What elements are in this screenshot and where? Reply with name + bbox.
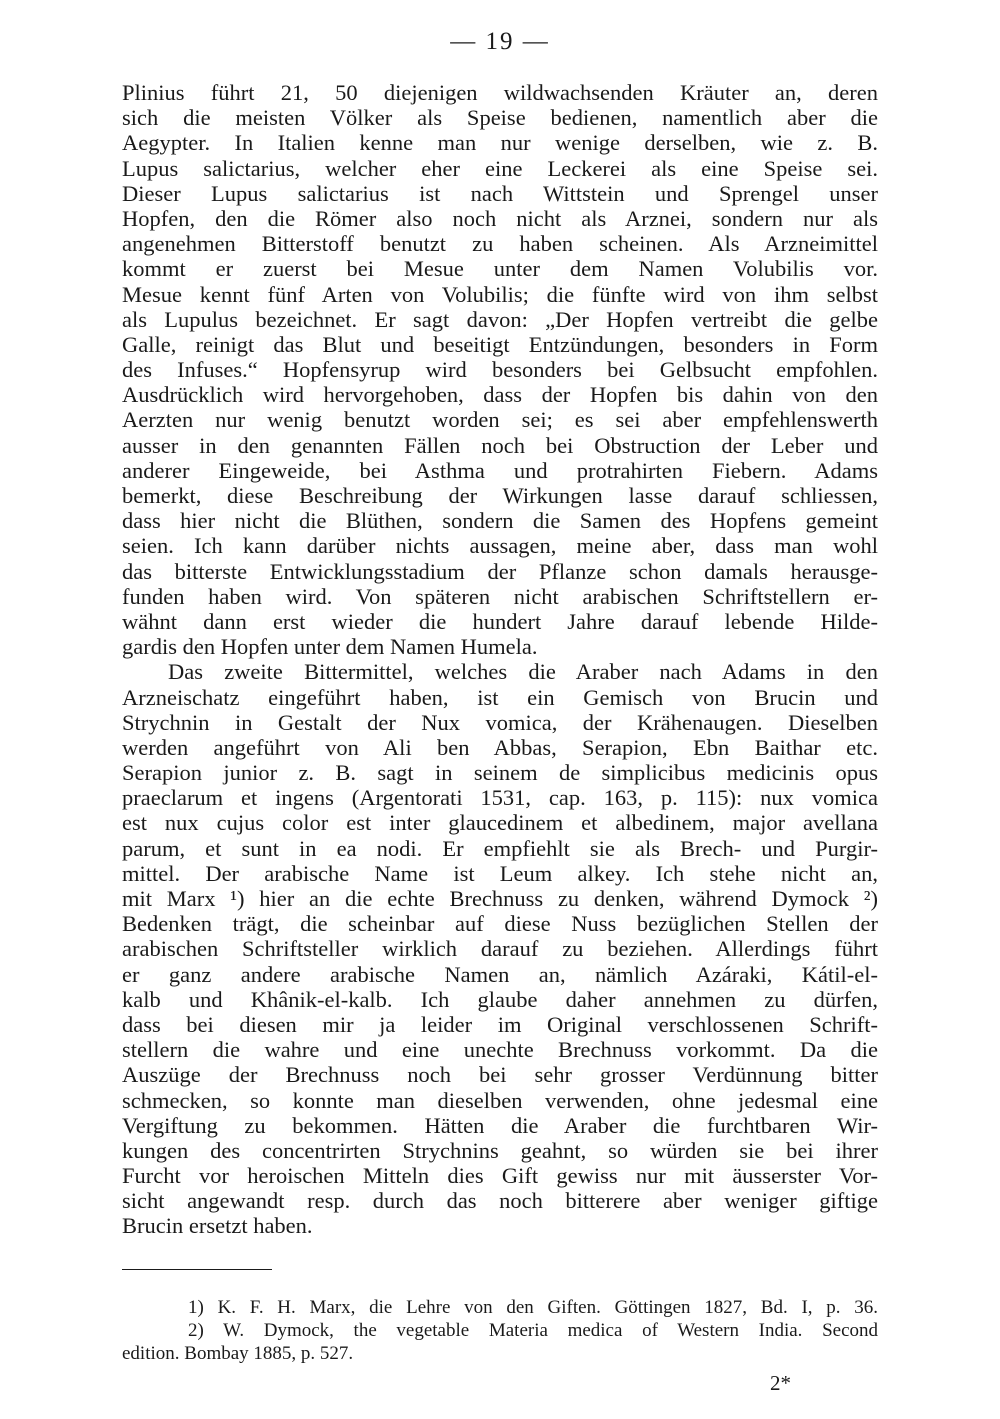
footnotes (122, 1296, 878, 1365)
footnote-2: 2) W. Dymock, the vegetable Materia medica of Western India. Second (188, 1320, 878, 1341)
text-line: seien. Ich kann darüber nichts aussagen, meine aber, dass man wohl (122, 533, 878, 559)
text-line: parum, et sunt in ea nodi. Er empfiehlt sie als Brech- und Purgir- (122, 835, 878, 861)
text-line: anderer Eingeweide, bei Asthma und protrahirten Fiebern. Adams (122, 457, 878, 483)
text-line: kungen des concentrirten Strychnins geahnt, so würden sie bei ihrer (122, 1137, 878, 1163)
page-number: — 19 — (450, 28, 550, 55)
text-line: wähnt dann erst wieder die hundert Jahre darauf lebende Hilde- (122, 608, 878, 634)
text-line: sich die meisten Völker als Speise bedienen, namentlich aber die (122, 105, 878, 131)
text-line: Furcht vor heroischen Mitteln dies Gift gewiss nur mit äusserster Vor- (122, 1163, 878, 1189)
footnote-divider (122, 1269, 272, 1270)
text-line: angenehmen Bitterstoff benutzt zu haben scheinen. Als Arzneimittel (122, 231, 878, 257)
footnote-2-continued: edition. Bombay 1885, p. 527. (122, 1343, 354, 1364)
text-line: schmecken, so konnte man dieselben verwenden, ohne jedesmal eine (122, 1087, 878, 1113)
text-line: kalb und Khânik-el-kalb. Ich glaube daher annehmen zu dürfen, (122, 986, 878, 1012)
text-line: Arzneischatz eingeführt haben, ist ein Gemisch von Brucin und (122, 684, 878, 710)
text-line: Bedenken trägt, die scheinbar auf diese Nuss bezüglichen Stellen der (122, 911, 878, 937)
text-line: stellern die wahre und eine unechte Brechnuss vorkommt. Da die (122, 1037, 878, 1063)
text-line: Vergiftung zu bekommen. Hätten die Araber die furchtbaren Wir- (122, 1112, 878, 1138)
body-text (122, 80, 878, 1239)
text-line: bemerkt, diese Beschreibung der Wirkungen lasse darauf schliessen, (122, 483, 878, 508)
text-line: arabischen Schriftsteller wirklich darauf zu beziehen. Allerdings führt (122, 936, 878, 962)
text-line: est nux cujus color est inter glaucedinem et albedinem, major avellana (122, 810, 878, 836)
text-line: als Lupulus bezeichnet. Er sagt davon: „Der Hopfen vertreibt die gelbe (122, 306, 878, 332)
text-line: mittel. Der arabische Name ist Leum alkey. Ich stehe nicht an, (122, 860, 878, 886)
text-line: ausser in den genannten Fällen noch bei Obstruction der Leber und (122, 432, 878, 458)
text-line: Ausdrücklich wird hervorgehoben, dass der Hopfen bis dahin von den (122, 382, 878, 408)
text-line: Aegypter. In Italien kenne man nur wenige derselben, wie z. B. (122, 130, 878, 156)
text-line: mit Marx ¹) hier an die echte Brechnuss zu denken, während Dymock ²) (122, 886, 878, 911)
text-line: Galle, reinigt das Blut und beseitigt Entzündungen, besonders in Form (122, 331, 878, 357)
text-line: Lupus salictarius, welcher eher eine Leckerei als eine Speise sei. (122, 155, 878, 181)
text-line: Mesue kennt fünf Arten von Volubilis; die fünfte wird von ihm selbst (122, 281, 878, 307)
text-line: Aerzten nur wenig benutzt worden sei; es sei aber empfehlenswerth (122, 407, 878, 433)
text-line: das bitterste Entwicklungsstadium der Pflanze schon damals herausge- (122, 558, 878, 584)
text-line: praeclarum et ingens (Argentorati 1531, cap. 163, p. 115): nux vomica (122, 785, 878, 811)
text-line: funden haben wird. Von späteren nicht arabischen Schriftstellern er- (122, 583, 878, 609)
text-line: kommt er zuerst bei Mesue unter dem Namen Volubilis vor. (122, 256, 878, 282)
text-line: Das zweite Bittermittel, welches die Araber nach Adams in den (168, 659, 878, 685)
text-line: Dieser Lupus salictarius ist nach Wittstein und Sprengel unser (122, 180, 878, 206)
text-line: dass bei diesen mir ja leider im Original verschlossenen Schrift- (122, 1011, 878, 1037)
text-line: Serapion junior z. B. sagt in seinem de simplicibus medicinis opus (122, 760, 878, 786)
footnote-1: 1) K. F. H. Marx, die Lehre von den Giften. Göttingen 1827, Bd. I, p. 36. (188, 1297, 878, 1318)
signature-mark: 2* (770, 1371, 791, 1395)
text-line: werden angeführt von Ali ben Abbas, Serapion, Ebn Baithar etc. (122, 734, 878, 760)
text-line: Hopfen, den die Römer also noch nicht als Arznei, sondern nur als (122, 205, 878, 231)
text-line: Auszüge der Brechnuss noch bei sehr grosser Verdünnung bitter (122, 1062, 878, 1088)
text-line: dass hier nicht die Blüthen, sondern die Samen des Hopfens gemeint (122, 508, 878, 534)
text-line: sicht angewandt resp. durch das noch bitterere aber weniger giftige (122, 1188, 878, 1214)
text-line: gardis den Hopfen unter dem Namen Humela. (122, 634, 538, 660)
text-line: Plinius führt 21, 50 diejenigen wildwachsenden Kräuter an, deren (122, 80, 878, 105)
text-line: des Infuses.“ Hopfensyrup wird besonders bei Gelbsucht empfohlen. (122, 357, 878, 383)
text-line: er ganz andere arabische Namen an, nämlich Azáraki, Kátil-el- (122, 961, 878, 987)
text-line: Brucin ersetzt haben. (122, 1213, 313, 1239)
text-line: Strychnin in Gestalt der Nux vomica, der Krähenaugen. Dieselben (122, 709, 878, 735)
